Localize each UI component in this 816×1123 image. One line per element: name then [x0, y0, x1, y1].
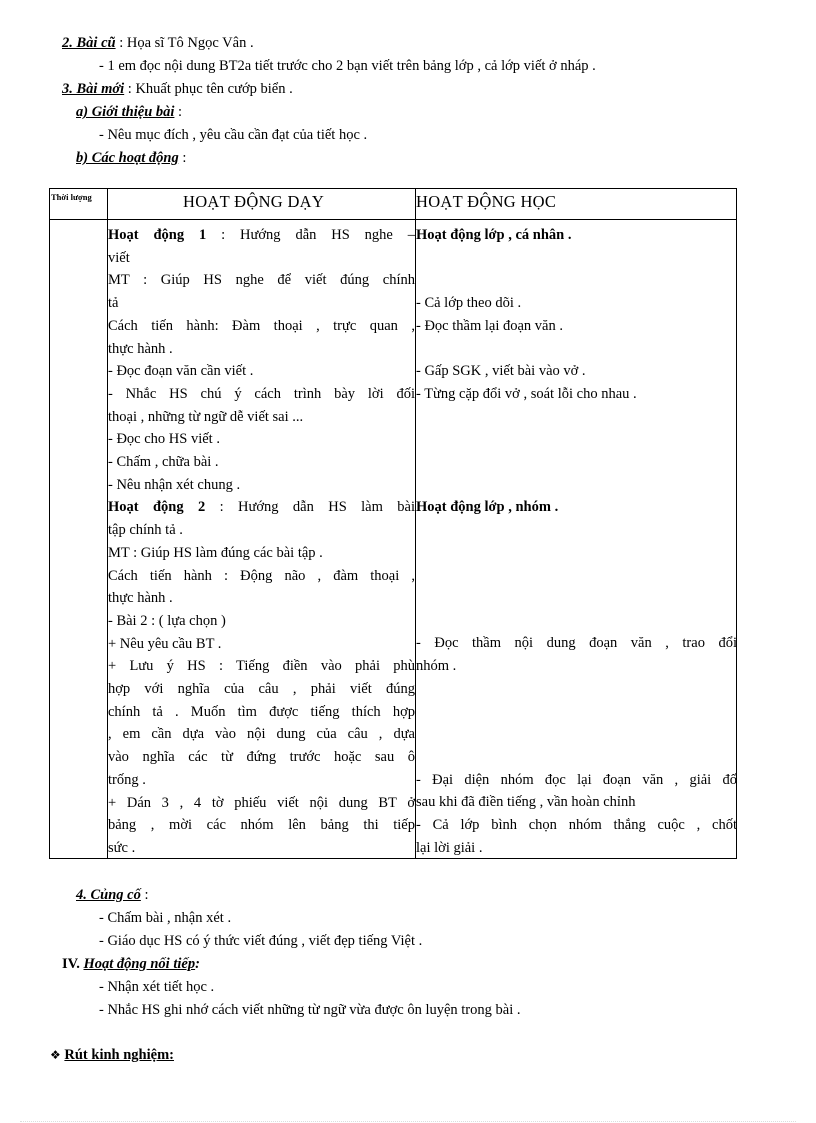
teach-line: Cách tiến hành: Đàm thoại , trực quan , — [108, 317, 415, 334]
learn-line — [416, 474, 737, 497]
learn-line — [416, 678, 737, 701]
diamond-bullet-icon: ❖ — [50, 1048, 61, 1062]
teach-line: + Lưu ý HS : Tiếng điền vào phải phù — [108, 658, 415, 675]
learn-line — [416, 519, 737, 542]
learn-line — [416, 406, 737, 429]
learn-line: - Đại diện nhóm đọc lại đoạn văn , giải đố — [416, 771, 737, 788]
followup-num: IV. — [62, 956, 80, 972]
teach-line: vào nghĩa các từ đứng trước hoặc sau ô — [108, 749, 415, 766]
col-header-learn: HOẠT ĐỘNG HỌC — [416, 192, 557, 211]
intro-section-label: a) Giới thiệu bài — [76, 104, 175, 120]
learn-line: - Đọc thầm lại đoạn văn . — [416, 317, 563, 334]
teach-line: - Nhắc HS chú ý cách trình bày lời đối — [108, 385, 415, 402]
learn-line — [416, 701, 737, 724]
learn-column — [416, 224, 737, 859]
teach-line: bảng , mời các nhóm lên bảng thi tiếp — [108, 817, 415, 834]
learn-line — [416, 451, 737, 474]
learn-line: - Cả lớp bình chọn nhóm thắng cuộc , chốt — [416, 817, 737, 834]
teach-line: - Đọc cho HS viết . — [108, 431, 220, 448]
learn-line — [416, 723, 737, 746]
new-lesson-label: 3. Bài mới — [62, 81, 125, 97]
learn-line: - Từng cặp đổi vở , soát lỗi cho nhau . — [416, 385, 637, 402]
teach-line: Hoạt động 2 : Hướng dẫn HS làm bài — [108, 499, 415, 516]
old-lesson-text: : Họa sĩ Tô Ngọc Vân . — [115, 35, 254, 51]
teach-line: - Nêu nhận xét chung . — [108, 476, 241, 493]
learn-line — [416, 269, 737, 292]
new-lesson-line — [62, 80, 293, 98]
followup-item-2: - Nhắc HS ghi nhớ cách viết những từ ngữ vừa được ôn luyện trong bài . — [99, 1002, 521, 1018]
teach-line: thực hành . — [108, 590, 173, 607]
teach-line: thoại , những từ ngữ dễ viết sai ... — [108, 408, 304, 425]
teach-line: - Đọc đoạn văn cần viết . — [108, 363, 254, 380]
followup-item-1: - Nhận xét tiết học . — [99, 979, 215, 995]
teach-line: hợp với nghĩa của câu , phải viết đúng — [108, 681, 415, 698]
learn-line: nhóm . — [416, 658, 457, 675]
teach-line: tập chính tả . — [108, 522, 183, 539]
teach-line: MT : Giúp HS làm đúng các bài tập . — [108, 544, 323, 561]
consolidate-label: 4. Củng cố — [76, 887, 141, 903]
intro-section-line — [76, 103, 182, 121]
old-lesson-line — [62, 34, 254, 52]
teach-line: thực hành . — [108, 340, 173, 357]
teach-line: sức . — [108, 839, 136, 856]
learn-line: - Gấp SGK , viết bài vào vở . — [416, 363, 586, 380]
activity-heading-label: Hoạt động 1 — [108, 227, 207, 243]
col-header-teach: HOẠT ĐỘNG DẠY — [183, 192, 325, 211]
col-header-time: Thời lượng — [51, 192, 92, 202]
learn-line — [416, 610, 737, 633]
teach-column — [108, 224, 415, 860]
learn-line: lại lời giải . — [416, 839, 483, 856]
learn-line — [416, 564, 737, 587]
learn-line: Hoạt động lớp , cá nhân . — [416, 227, 572, 243]
old-lesson-label: 2. Bài cũ — [62, 35, 116, 51]
teach-line: - Bài 2 : ( lựa chọn ) — [108, 612, 226, 629]
experience-line — [50, 1046, 174, 1064]
learn-line: - Cả lớp theo dõi . — [416, 295, 522, 312]
learn-line: - Đọc thầm nội dung đoạn văn , trao đổi — [416, 635, 737, 652]
activity-heading-label: Hoạt động 2 — [108, 499, 206, 516]
learn-line — [416, 247, 737, 270]
teach-line: tả — [108, 295, 119, 312]
activities-section-text: : — [178, 150, 187, 166]
consolidate-item-1: - Chấm bài , nhận xét . — [99, 910, 232, 926]
intro-section-text: : — [174, 104, 183, 120]
followup-label: Hoạt động nối tiếp — [83, 956, 196, 972]
new-lesson-text: : Khuất phục tên cướp biển . — [124, 81, 293, 97]
teach-line: chính tả . Muốn tìm được tiếng thích hợp — [108, 703, 415, 720]
header-divider — [50, 219, 736, 220]
learn-line: Hoạt động lớp , nhóm . — [416, 499, 559, 516]
learn-line — [416, 587, 737, 610]
consolidate-line — [76, 886, 149, 904]
teach-line: trống . — [108, 771, 146, 788]
teach-line: + Nêu yêu cầu BT . — [108, 635, 222, 652]
consolidate-item-2: - Giáo dục HS có ý thức viết đúng , viết đẹp tiếng Việt . — [99, 933, 423, 949]
teach-line: MT : Giúp HS nghe để viết đúng chính — [108, 272, 415, 289]
learn-line — [416, 337, 737, 360]
activities-section-line — [76, 149, 186, 167]
experience-label: Rút kinh nghiệm: — [64, 1047, 174, 1063]
teach-line: - Chấm , chữa bài . — [108, 454, 219, 471]
page-bottom-border — [20, 1121, 796, 1122]
learn-line — [416, 428, 737, 451]
intro-section-detail: - Nêu mục đích , yêu cầu cần đạt của tiết học . — [99, 127, 368, 143]
activities-section-label: b) Các hoạt động — [76, 150, 179, 166]
followup-text: : — [195, 956, 200, 972]
teach-line: + Dán 3 , 4 tờ phiếu viết nội dung BT ở — [108, 794, 415, 811]
teach-line: , em cần dựa vào nội dung của câu , dựa — [108, 726, 415, 743]
activities-table — [49, 188, 737, 859]
learn-line: sau khi đã điền tiếng , vần hoàn chỉnh — [416, 794, 636, 811]
followup-line — [62, 955, 200, 973]
learn-line — [416, 746, 737, 769]
teach-line: viết — [108, 249, 130, 266]
consolidate-text: : — [140, 887, 149, 903]
teach-line: Hoạt động 1 : Hướng dẫn HS nghe – — [108, 227, 415, 243]
old-lesson-detail: - 1 em đọc nội dung BT2a tiết trước cho 2 bạn viết trên bảng lớp , cả lớp viết ở nháp . — [99, 58, 596, 74]
learn-line — [416, 542, 737, 565]
teach-line: Cách tiến hành : Động não , đàm thoại , — [108, 567, 415, 584]
